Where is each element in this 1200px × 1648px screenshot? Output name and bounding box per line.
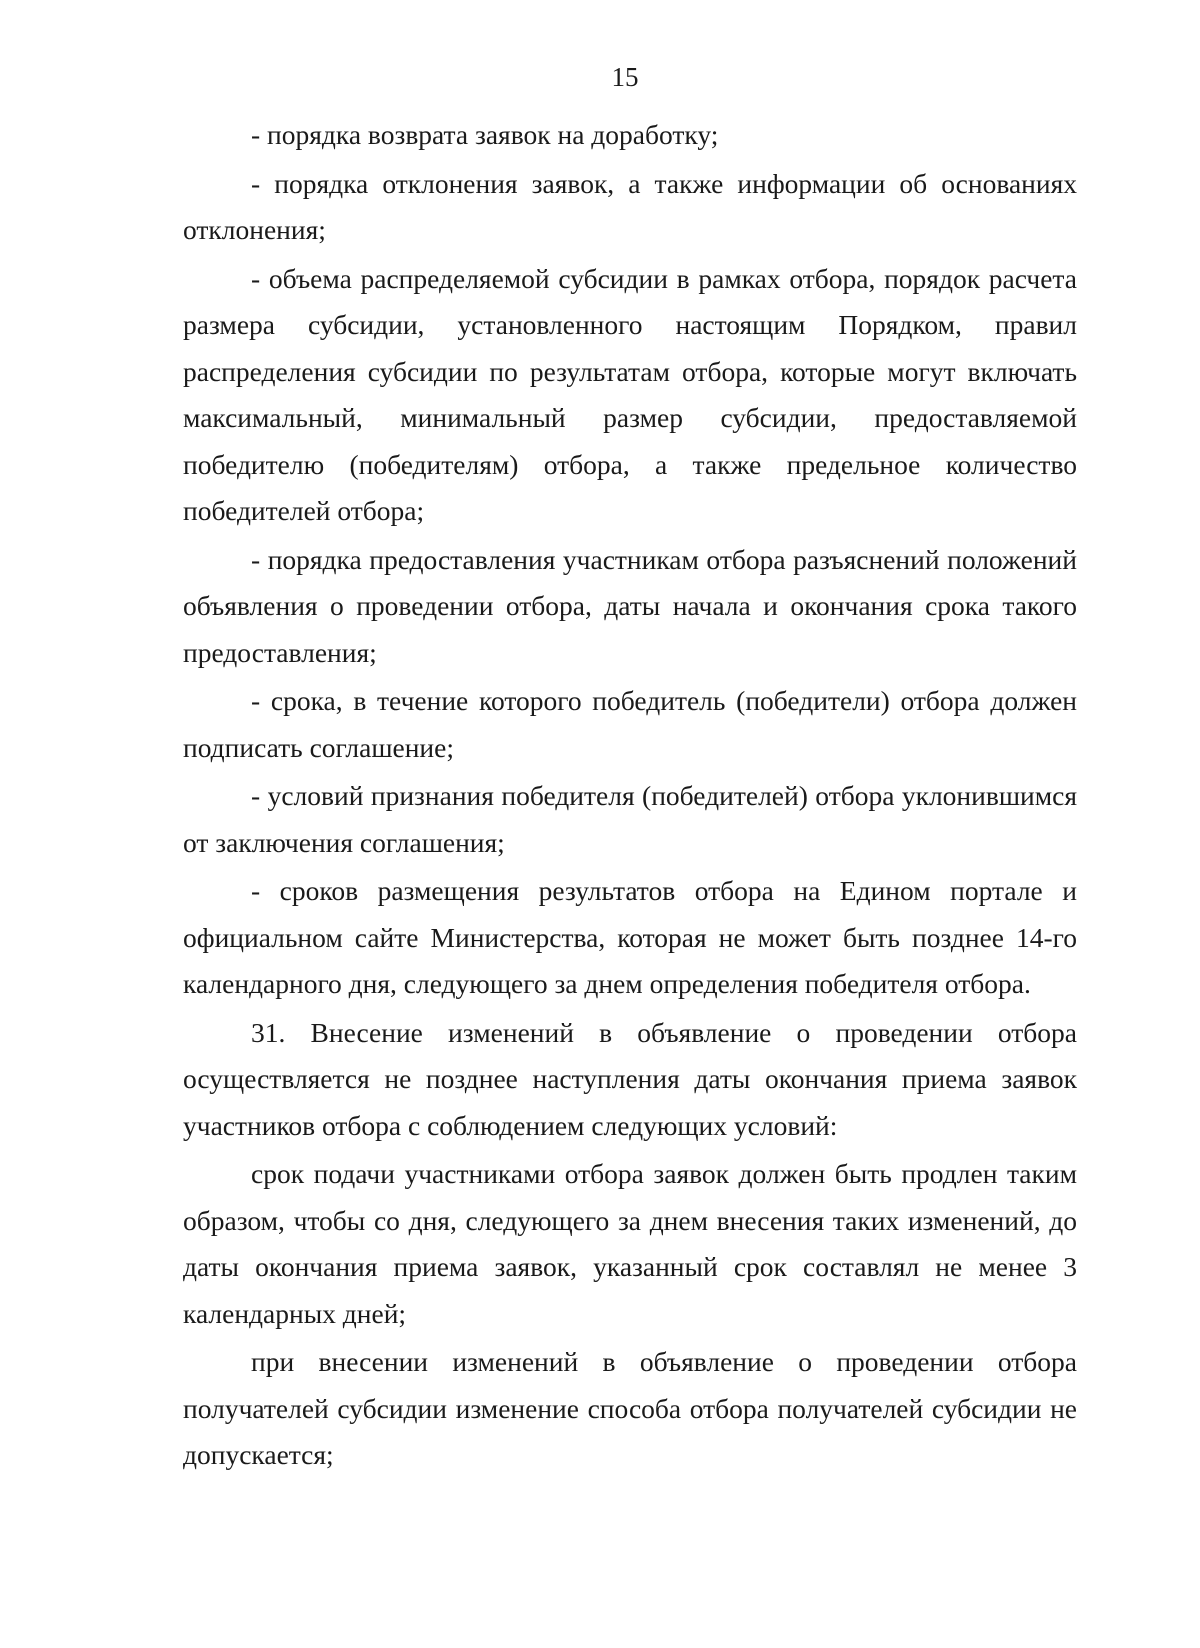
- paragraph-return-order: - порядка возврата заявок на доработку;: [251, 119, 719, 150]
- paragraph-deadline-extension: срок подачи участниками отбора заявок должен быть продлен таким образом, чтобы со дня, следующего за днем внесения таких изменений, до даты окончания приема заявок, указанный срок составлял не менее 3 календарных дней;: [183, 1158, 1077, 1329]
- paragraph-results-publication: - сроков размещения результатов отбора на Едином портале и официальном сайте Министерства, которая не может быть позднее 14-го календарного дня, следующего за днем определения победителя отбора.: [183, 875, 1077, 999]
- paragraph-evasion-conditions: - условий признания победителя (победителей) отбора уклонившимся от заключения соглашения;: [183, 780, 1077, 858]
- document-body: [183, 112, 1077, 1481]
- paragraph-subsidy-volume: - объема распределяемой субсидии в рамках отбора, порядок расчета размера субсидии, установленного настоящим Порядком, правил распределения субсидии по результатам отбора, которые могут включать максимальный, минимальный размер субсидии, предоставляемой победителю (победителям) отбора, а также предельное количество победителей отбора;: [183, 262, 1077, 526]
- page-number: 15: [611, 62, 639, 92]
- paragraph-signing-deadline: - срока, в течение которого победитель (победители) отбора должен подписать соглашение;: [183, 685, 1077, 763]
- paragraph-clarifications-order: - порядка предоставления участникам отбора разъяснений положений объявления о проведении отбора, даты начала и окончания срока такого предоставления;: [183, 543, 1077, 668]
- paragraph-method-change: при внесении изменений в объявление о проведении отбора получателей субсидии изменение способа отбора получателей субсидии не допускается;: [183, 1346, 1077, 1470]
- paragraph-item-31: 31. Внесение изменений в объявление о проведении отбора осуществляется не позднее наступления даты окончания приема заявок участников отбора с соблюдением следующих условий:: [183, 1016, 1077, 1141]
- paragraph-rejection-order: - порядка отклонения заявок, а также информации об основаниях отклонения;: [183, 167, 1077, 245]
